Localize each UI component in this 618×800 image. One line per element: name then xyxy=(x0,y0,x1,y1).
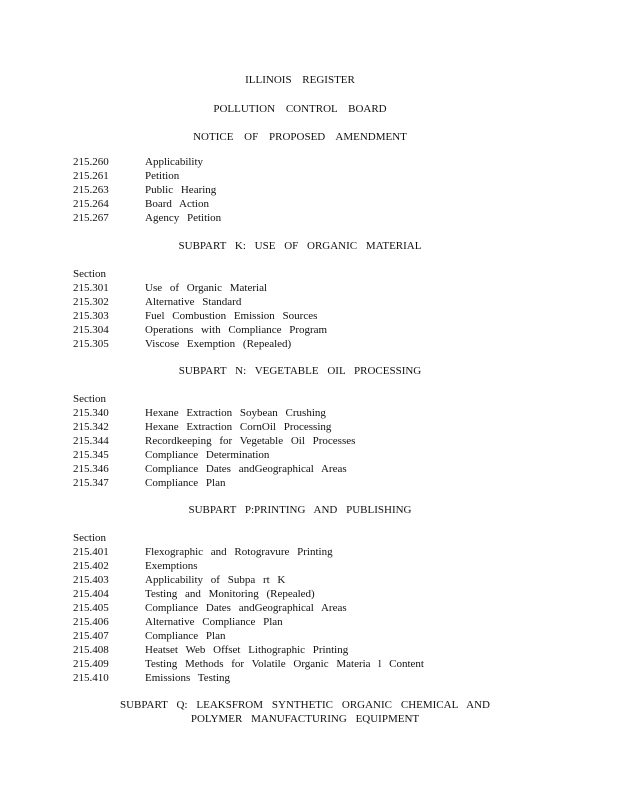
section-number: 215.344 xyxy=(73,435,109,447)
section-number: 215.261 xyxy=(73,170,109,182)
section-title: Heatset Web Offset Lithographic Printing xyxy=(145,644,349,656)
section-number: 215.410 xyxy=(73,672,109,684)
section-title: Petition xyxy=(145,170,180,182)
subpart-k-list xyxy=(73,281,573,351)
section-number: 215.301 xyxy=(73,282,109,294)
list-item xyxy=(73,657,573,671)
subpart-q-heading xyxy=(120,698,490,726)
section-number: 215.403 xyxy=(73,574,109,586)
section-title: Fuel Combustion Emission Sources xyxy=(145,310,318,322)
list-item xyxy=(73,197,573,211)
list-item xyxy=(73,587,573,601)
section-label: Section xyxy=(73,268,106,280)
subpart-k-heading: SUBPART K: USE OF ORGANIC MATERIAL xyxy=(178,240,422,252)
section-title: Agency Petition xyxy=(145,212,222,224)
list-item xyxy=(73,337,573,351)
list-item xyxy=(73,281,573,295)
section-title: Hexane Extraction Soybean Crushing xyxy=(145,407,326,419)
section-number: 215.405 xyxy=(73,602,109,614)
list-item xyxy=(73,671,573,685)
list-item xyxy=(73,169,573,183)
section-title: Public Hearing xyxy=(145,184,217,196)
subpart-p-list xyxy=(73,545,573,685)
section-number: 215.305 xyxy=(73,338,109,350)
section-number: 215.401 xyxy=(73,546,109,558)
section-number: 215.345 xyxy=(73,449,109,461)
section-title: Applicability xyxy=(145,156,204,168)
section-number: 215.303 xyxy=(73,310,109,322)
section-title: Hexane Extraction CornOil Processing xyxy=(145,421,332,433)
section-number: 215.304 xyxy=(73,324,109,336)
section-title: Compliance Plan xyxy=(145,630,226,642)
register-title: ILLINOIS REGISTER xyxy=(245,74,355,86)
section-title: Compliance Dates andGeographical Areas xyxy=(145,602,347,614)
section-number: 215.302 xyxy=(73,296,109,308)
section-title: Compliance Determination xyxy=(145,449,270,461)
list-item xyxy=(73,615,573,629)
section-number: 215.407 xyxy=(73,630,109,642)
subpart-n-list xyxy=(73,406,573,490)
list-item xyxy=(73,434,573,448)
list-item xyxy=(73,476,573,490)
list-item xyxy=(73,545,573,559)
section-label: Section xyxy=(73,393,106,405)
section-number: 215.267 xyxy=(73,212,109,224)
section-title: Compliance Dates andGeographical Areas xyxy=(145,463,347,475)
section-title: Flexographic and Rotogravure Printing xyxy=(145,546,333,558)
section-number: 215.340 xyxy=(73,407,109,419)
list-item xyxy=(73,309,573,323)
list-item xyxy=(73,155,573,169)
section-title: Alternative Standard xyxy=(145,296,242,308)
intro-section-list xyxy=(73,155,573,225)
list-item xyxy=(73,406,573,420)
section-number: 215.346 xyxy=(73,463,109,475)
list-item xyxy=(73,448,573,462)
list-item xyxy=(73,183,573,197)
subpart-p-heading: SUBPART P:PRINTING AND PUBLISHING xyxy=(188,504,412,516)
section-number: 215.409 xyxy=(73,658,109,670)
section-number: 215.263 xyxy=(73,184,109,196)
section-title: Compliance Plan xyxy=(145,477,226,489)
list-item xyxy=(73,295,573,309)
subpart-n-heading: SUBPART N: VEGETABLE OIL PROCESSING xyxy=(178,365,422,377)
section-title: Testing and Monitoring (Repealed) xyxy=(145,588,315,600)
list-item xyxy=(73,629,573,643)
section-number: 215.406 xyxy=(73,616,109,628)
list-item xyxy=(73,573,573,587)
list-item xyxy=(73,462,573,476)
section-title: Testing Methods for Volatile Organic Materia l Content xyxy=(145,658,424,670)
list-item xyxy=(73,559,573,573)
section-number: 215.408 xyxy=(73,644,109,656)
section-title: Exemptions xyxy=(145,560,198,572)
board-title: POLLUTION CONTROL BOARD xyxy=(213,103,387,115)
section-title: Use of Organic Material xyxy=(145,282,268,294)
section-label: Section xyxy=(73,532,106,544)
section-title: Board Action xyxy=(145,198,209,210)
notice-title: NOTICE OF PROPOSED AMENDMENT xyxy=(193,131,407,143)
section-title: Viscose Exemption (Repealed) xyxy=(145,338,292,350)
section-number: 215.402 xyxy=(73,560,109,572)
list-item xyxy=(73,643,573,657)
section-number: 215.342 xyxy=(73,421,109,433)
section-title: Recordkeeping for Vegetable Oil Processes xyxy=(145,435,356,447)
section-number: 215.260 xyxy=(73,156,109,168)
section-title: Alternative Compliance Plan xyxy=(145,616,283,628)
list-item xyxy=(73,420,573,434)
list-item xyxy=(73,323,573,337)
section-title: Emissions Testing xyxy=(145,672,231,684)
subpart-q-line-1: SUBPART Q: LEAKSFROM SYNTHETIC ORGANIC CHEMICAL AND xyxy=(120,699,490,711)
section-title: Operations with Compliance Program xyxy=(145,324,328,336)
section-title: Applicability of Subpa rt K xyxy=(145,574,286,586)
section-number: 215.347 xyxy=(73,477,109,489)
list-item xyxy=(73,211,573,225)
list-item xyxy=(73,601,573,615)
section-number: 215.404 xyxy=(73,588,109,600)
section-number: 215.264 xyxy=(73,198,109,210)
subpart-q-line-2: POLYMER MANUFACTURING EQUIPMENT xyxy=(190,713,420,725)
